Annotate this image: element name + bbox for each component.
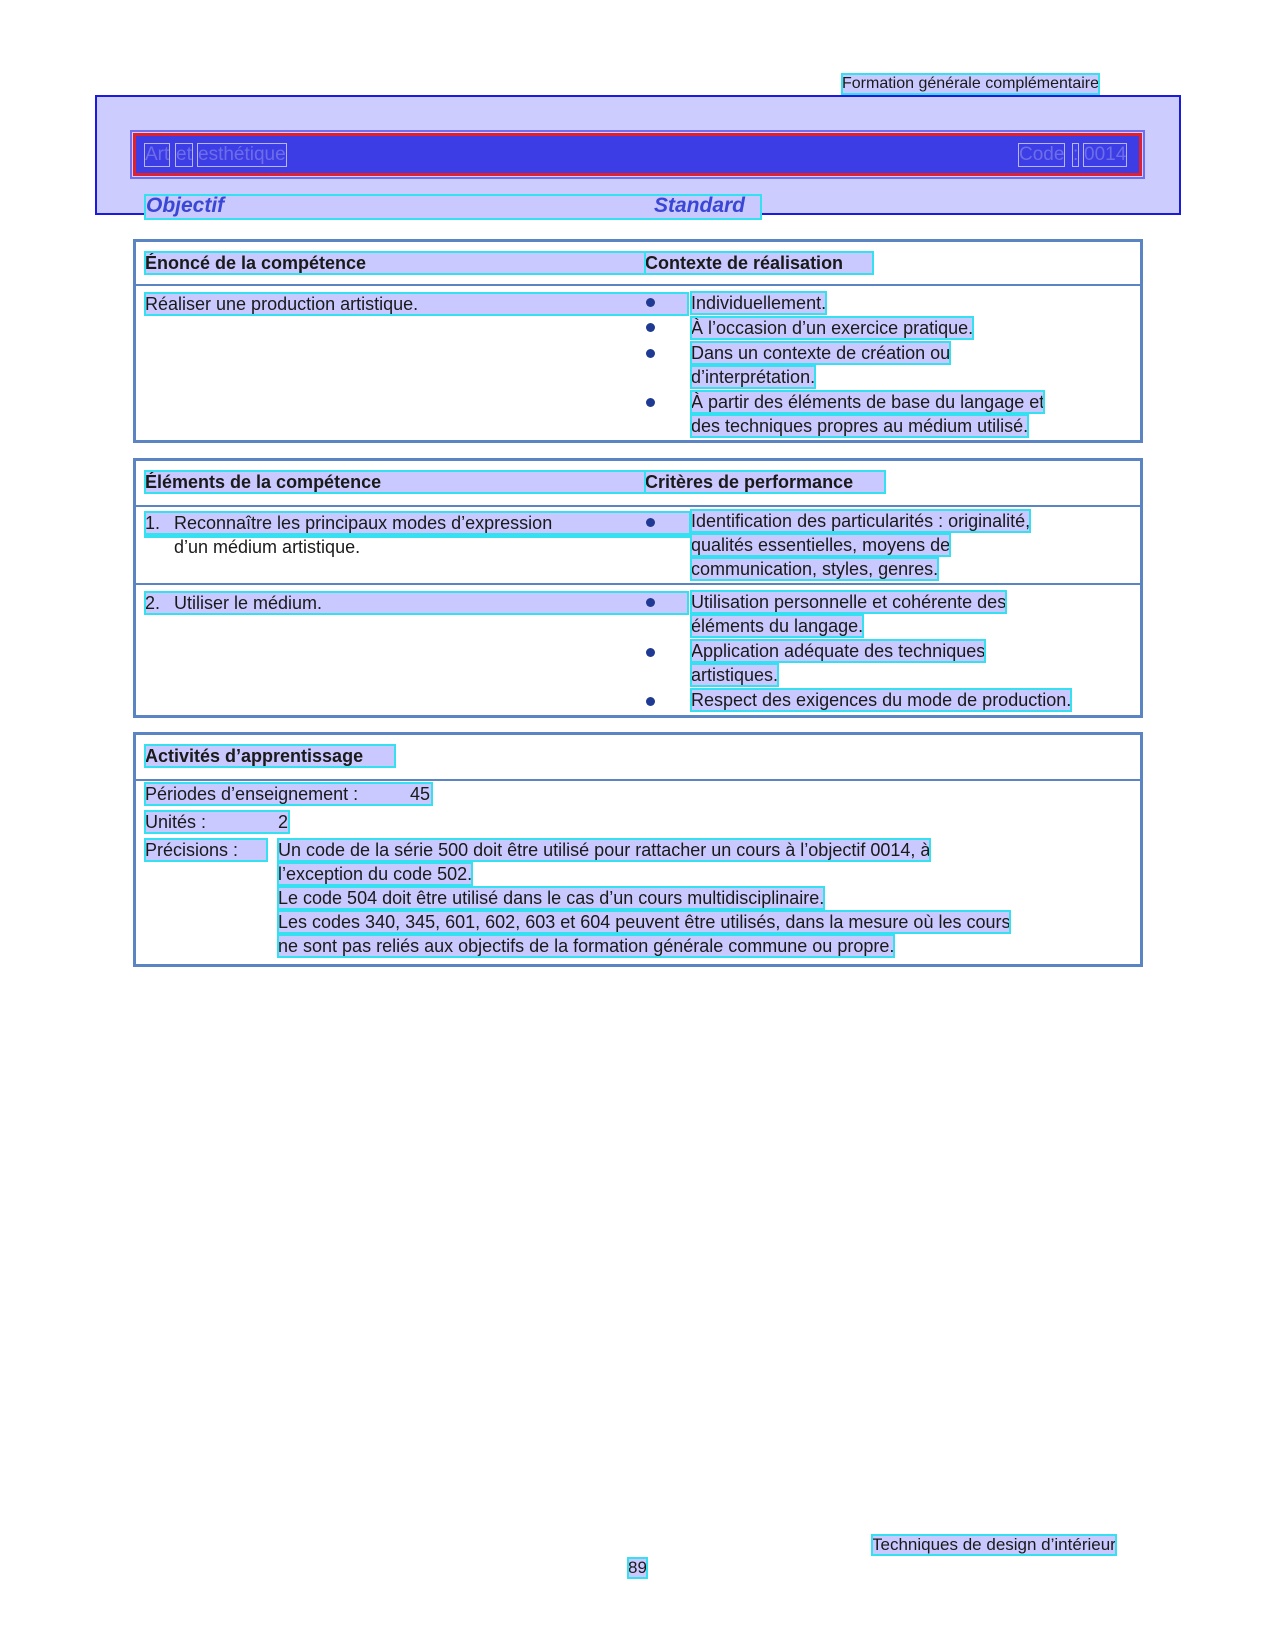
code-separator: :	[1073, 144, 1079, 165]
page-number: 89	[628, 1558, 647, 1577]
element-text: Utiliser le médium.	[174, 593, 323, 613]
context-item: des techniques propres au médium utilisé.	[691, 416, 1029, 436]
context-item: d’interprétation.	[691, 367, 816, 387]
bullet	[646, 298, 655, 307]
running-header: Formation générale complémentaire	[842, 75, 1100, 92]
element-item	[145, 592, 688, 614]
competence-statement: Réaliser une production artistique.	[145, 293, 688, 315]
standard-label: Standard	[654, 194, 746, 217]
elements-header: Éléments de la compétence	[145, 471, 645, 493]
context-item: Individuellement.	[691, 293, 827, 313]
criterion-item: Respect des exigences du mode de production.	[691, 690, 1072, 710]
running-footer: Techniques de design d’intérieur	[872, 1535, 1116, 1554]
units-value: 2	[278, 812, 289, 832]
units-row	[145, 811, 289, 833]
criterion-item: Application adéquate des techniques	[691, 641, 986, 661]
criterion-item: Utilisation personnelle et cohérente des	[691, 592, 1007, 612]
title-word: et	[176, 144, 192, 165]
bullet	[646, 518, 655, 527]
element-number: 2.	[145, 593, 161, 613]
precision-line: Le code 504 doit être utilisé dans le cas d’un cours multidisciplinaire.	[278, 888, 825, 908]
statement-header: Énoncé de la compétence	[145, 252, 645, 274]
criterion-item: artistiques.	[691, 665, 779, 685]
periods-value: 45	[410, 784, 431, 804]
periods-row	[145, 783, 432, 805]
code-value: 0014	[1084, 144, 1127, 165]
criterion-item: Identification des particularités : originalité,	[691, 511, 1031, 531]
precisions-label: Précisions :	[145, 839, 267, 861]
precision-line: l’exception du code 502.	[278, 864, 473, 884]
context-item: Dans un contexte de création ou	[691, 343, 951, 363]
criterion-item: éléments du langage.	[691, 616, 864, 636]
criterion-item: communication, styles, genres.	[691, 559, 939, 579]
criterion-item: qualités essentielles, moyens de	[691, 535, 951, 555]
bullet	[646, 648, 655, 657]
bullet	[646, 598, 655, 607]
objectif-label: Objectif	[146, 194, 225, 217]
periods-label: Périodes d’enseignement :	[145, 784, 359, 804]
element-number: 1.	[145, 513, 161, 533]
criteria-header: Critères de performance	[645, 471, 885, 493]
bullet	[646, 697, 655, 706]
code-label: Code	[1019, 144, 1065, 165]
precision-line: Les codes 340, 345, 601, 602, 603 et 604 peuvent être utilisés, dans la mesure où les cours	[278, 912, 1011, 932]
element-text: Reconnaître les principaux modes d’expression	[174, 513, 553, 533]
units-label: Unités :	[145, 812, 207, 832]
precision-line: ne sont pas reliés aux objectifs de la formation générale commune ou propre.	[278, 936, 895, 956]
title-word: esthétique	[198, 144, 286, 165]
activities-header: Activités d’apprentissage	[145, 745, 395, 767]
context-header: Contexte de réalisation	[645, 252, 873, 274]
bullet	[646, 398, 655, 407]
context-item: À partir des éléments de base du langage et	[691, 392, 1045, 412]
title-word: Art	[145, 144, 170, 165]
element-item	[145, 512, 690, 534]
bullet	[646, 323, 655, 332]
bullet	[646, 349, 655, 358]
element-text: d’un médium artistique.	[174, 537, 361, 557]
competence-elements-table	[133, 458, 1143, 718]
precision-line: Un code de la série 500 doit être utilisé pour rattacher un cours à l’objectif 0014, à	[278, 840, 931, 860]
context-item: À l’occasion d’un exercice pratique.	[691, 318, 974, 338]
